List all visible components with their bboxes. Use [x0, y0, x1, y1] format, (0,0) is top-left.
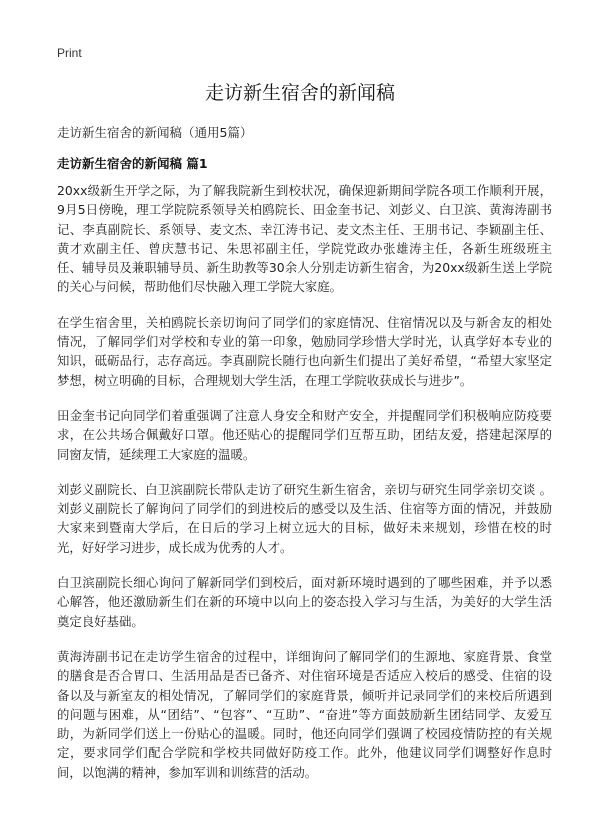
paragraph-1: 20xx级新生开学之际，为了解我院新生到校状况，确保迎新期间学院各项工作顺利开展，9月5日傍晚，理工学院院系领导关柏鸥院长、田金奎书记、刘彭义、白卫滨、黄海涛副书记、李真副院长、系领导、麦文杰、幸江涛书记、麦文杰主任、王朋书记、李颖副主任、黄才欢副主任、曾庆慧书记、朱思祁副主任，学院党政办张雄涛主任，各新生班级班主任、辅导员及兼职辅导员、新生助教等30余人分别走访新生宿舍，为20xx级新生送上学院的关心与问候，帮助他们尽快融入理工学院大家庭。 [57, 183, 552, 295]
paragraph-5: 白卫滨副院长细心询问了解新同学们到校后，面对新环境时遇到的了哪些困难，并予以悉心解答，他还激励新生们在新的环境中以向上的姿态投入学习与生活，为美好的大学生活奠定良好基础。 [57, 575, 552, 629]
print-label[interactable]: Print [57, 46, 82, 60]
paragraph-6: 黄海涛副书记在走访学生宿舍的过程中，详细询问了解同学们的生源地、家庭背景、食堂的膳食是否合胃口、生活用品是否已备齐、对住宿环境是否适应入校后的感受、住宿的设备以及与新室友的相处情况，了解同学们的家庭背景，倾听并记录同学们的来校后所遇到的问题与困难，从“团结”、“包容”、“互助”、“奋进”等方面鼓励新生团结同学、友爱互助，为新同学们送上一份贴心的温暖。同时，他还向同学们强调了校园疫情防控的有关规定，要求同学们配合学院和学校共同做好防疫工作。此外，他建议同学们调整好作息时间，以饱满的精神，参加军训和训练营的活动。 [57, 648, 552, 780]
section-heading: 走访新生宿舍的新闻稿 篇1 [57, 156, 208, 171]
article-body [57, 181, 552, 798]
paragraph-4: 刘彭义副院长、白卫滨副院长带队走访了研究生新生宿舍，亲切与研究生同学亲切交谈 。刘彭义副院长了解询问了同学们的到进校后的感受以及生活、住宿等方面的情况，并鼓励大家来到暨南大学后，在日后的学习上树立远大的目标，做好未来规划，珍惜在校的时光，好好学习进步，成长成为优秀的人才。 [57, 481, 552, 555]
paragraph-2: 在学生宿舍里，关柏鸥院长亲切询问了同学们的家庭情况、住宿情况以及与新舍友的相处情况，了解同学们对学校和专业的第一印象，勉励同学珍惜大学时光，认真学好本专业的知识，砥砺品行，志存高远。李真副院长随行也向新生们提出了美好希望，“希望大家坚定梦想，树立明确的目标，合理规划大学生活，在理工学院收获成长与进步”。 [57, 314, 552, 388]
page-title: 走访新生宿舍的新闻稿 [204, 82, 395, 104]
paragraph-3: 田金奎书记向同学们着重强调了注意人身安全和财产安全，并提醒同学们积极响应防疫要求，在公共场合佩戴好口罩。他还贴心的提醒同学们互帮互助，团结友爱，搭建起深厚的同窗友情，延续理工大家庭的温暖。 [57, 407, 552, 462]
document-subtitle: 走访新生宿舍的新闻稿（通用5篇） [57, 125, 253, 140]
